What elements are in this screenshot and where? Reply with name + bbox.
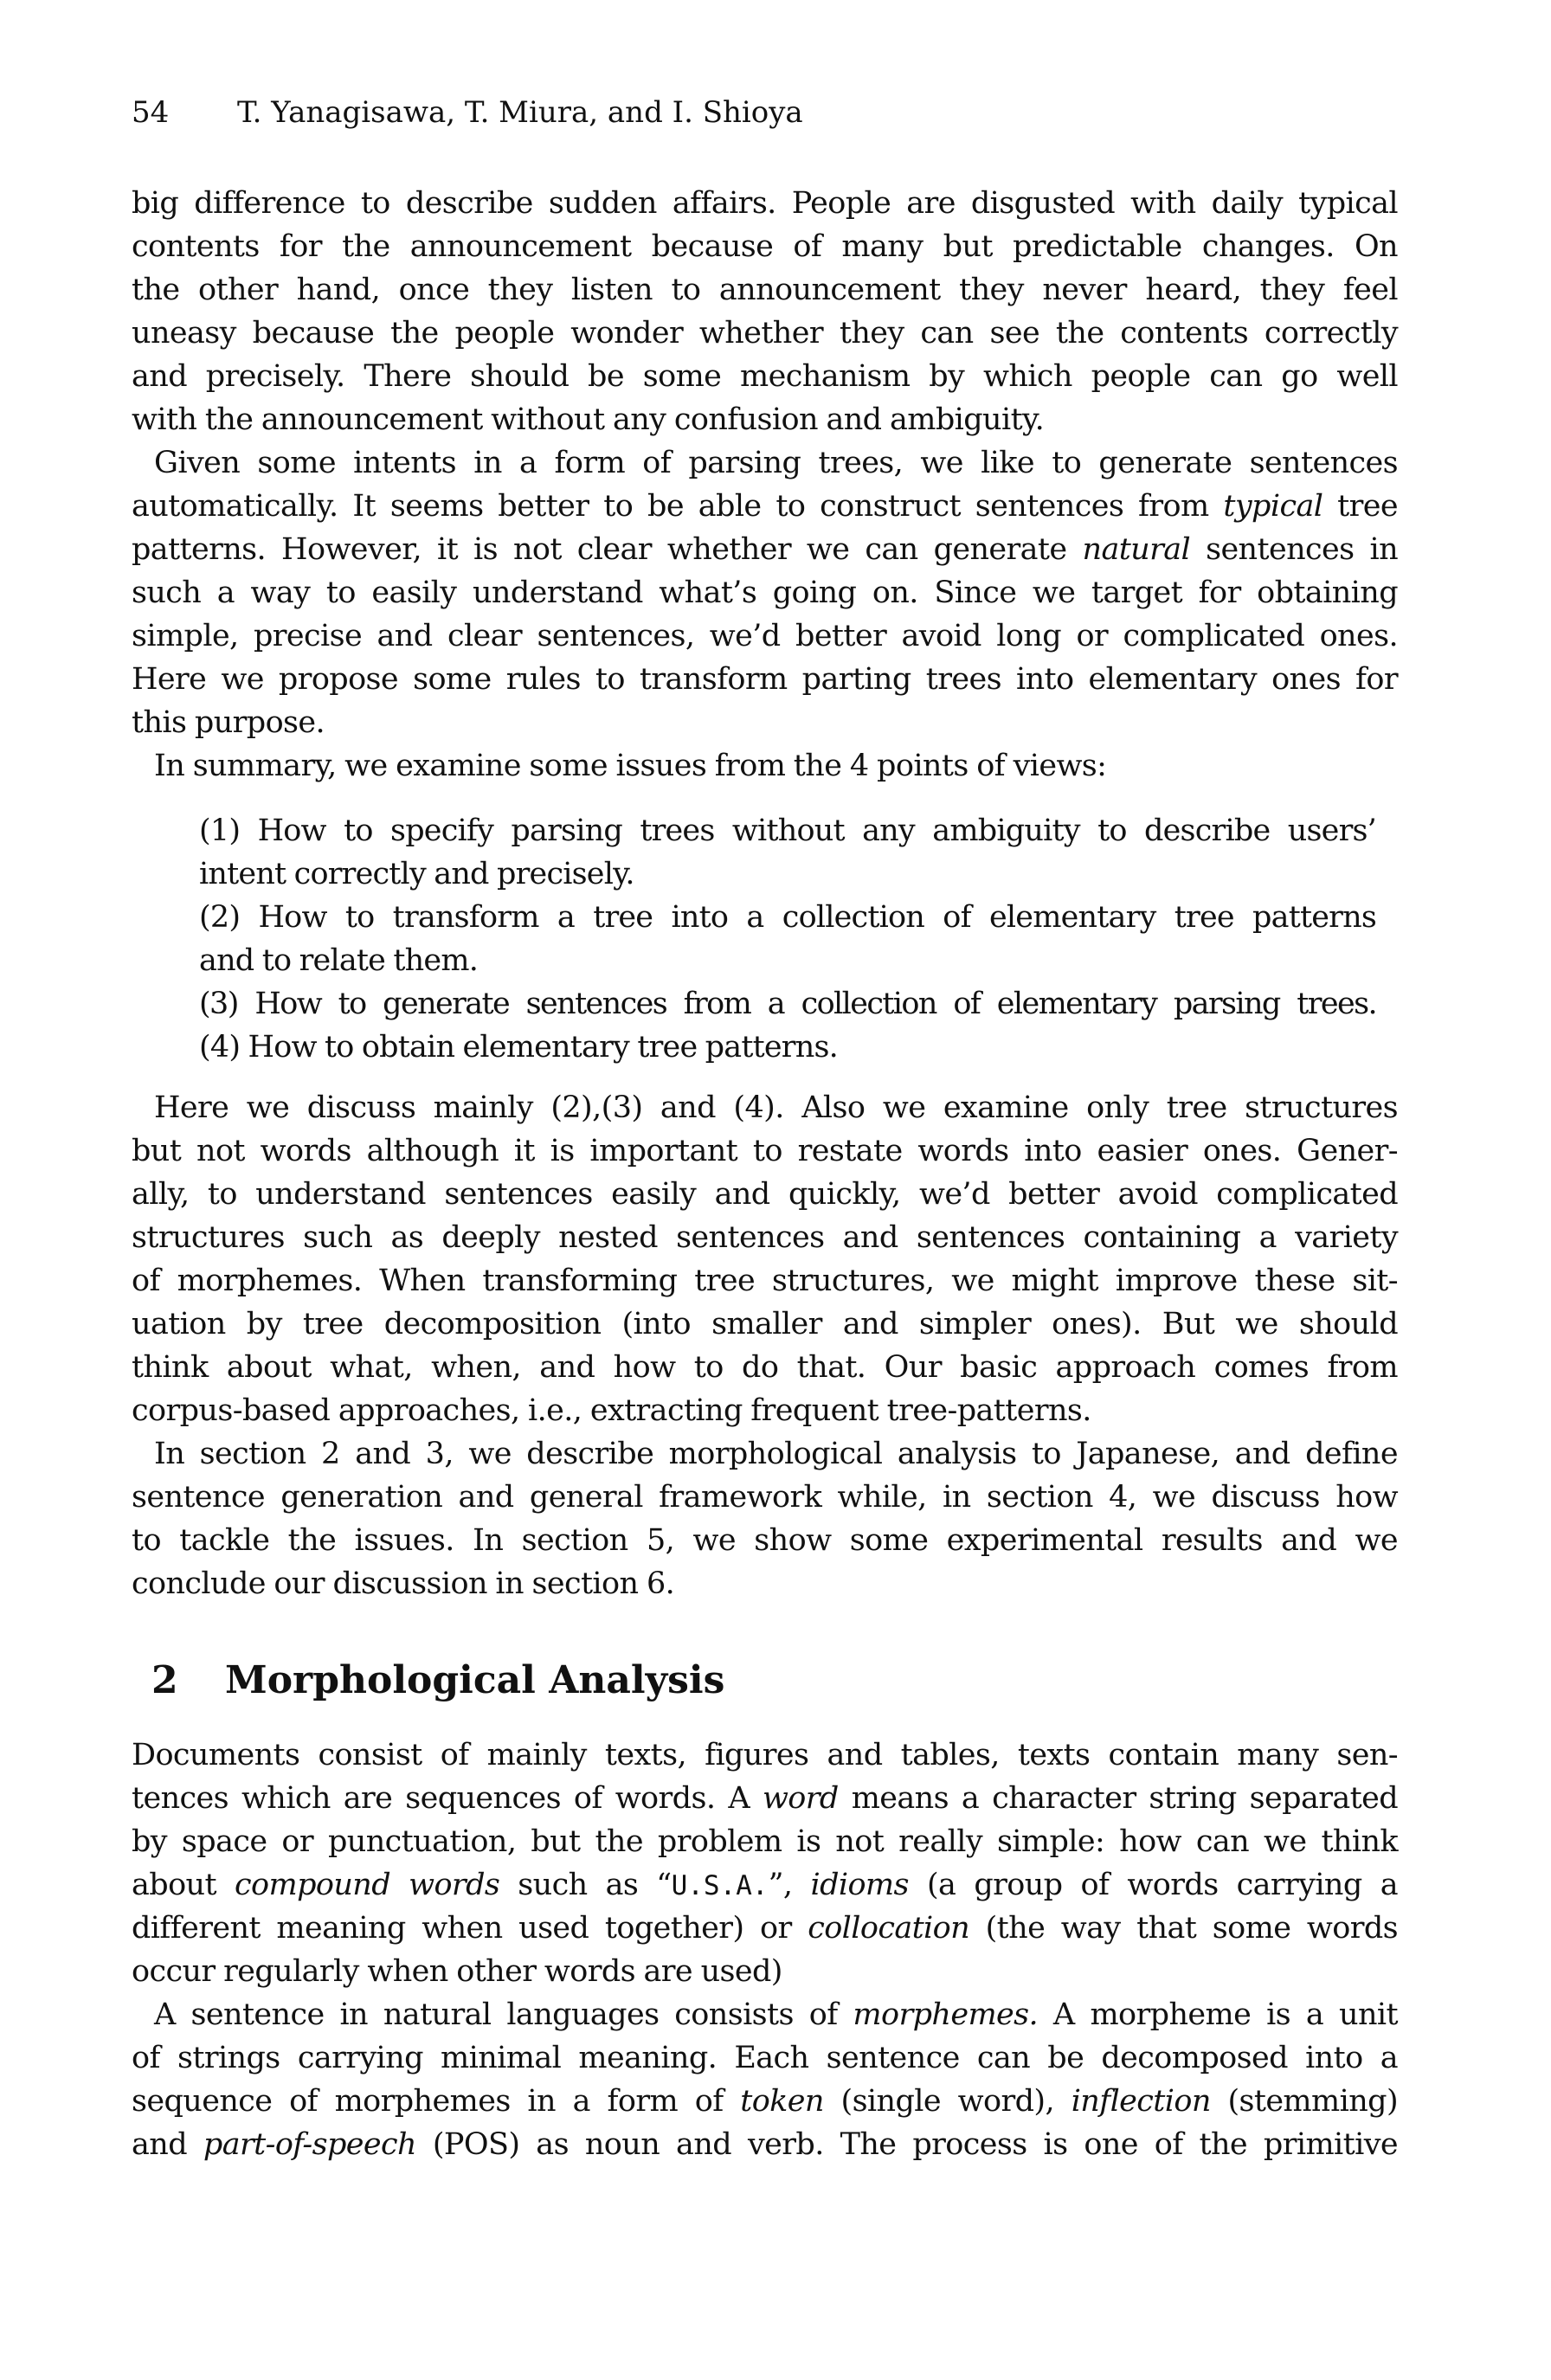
- text-line: [132, 2123, 1398, 2166]
- paragraph-3: [132, 744, 1398, 788]
- text-run: tree: [1323, 489, 1398, 524]
- running-head-authors: T. Yanagisawa, T. Miura, and I. Shioya: [237, 95, 803, 130]
- list-item-line: (3) How to generate sentences from a collection of elementary parsing trees.: [199, 987, 1376, 1021]
- text-line: [132, 1993, 1398, 2036]
- text-line: big difference to describe sudden affairs. People are disgusted with daily typical: [132, 186, 1398, 221]
- list-item: [199, 810, 1376, 897]
- text-line: [132, 1863, 1398, 1907]
- text-line: In summary, we examine some issues from the 4 points of views:: [154, 749, 1107, 783]
- code-usa: U.S.A.: [671, 1870, 769, 1901]
- list-item-line: and to relate them.: [199, 943, 479, 978]
- emphasis-collocation: collocation: [808, 1911, 970, 1946]
- text-line: uneasy because the people wonder whether they can see the contents correctly: [132, 316, 1398, 351]
- emphasis-natural: natural: [1082, 532, 1191, 567]
- text-line: of strings carrying minimal meaning. Each sentence can be decomposed into a: [132, 2041, 1398, 2075]
- text-run: automatically. It seems better to be able to construct sentences from: [132, 489, 1224, 524]
- text-line: of morphemes. When transforming tree structures, we might improve these sit-: [132, 1264, 1398, 1298]
- text-run: such as “: [499, 1868, 672, 1902]
- text-run: ”,: [768, 1868, 811, 1902]
- text-line: conclude our discussion in section 6.: [132, 1566, 675, 1601]
- text-run: and: [132, 2127, 203, 2162]
- text-run: (single word),: [823, 2084, 1072, 2119]
- issues-list: [199, 810, 1376, 1070]
- text-line: such a way to easily understand what’s going on. Since we target for obtaining: [132, 576, 1398, 610]
- text-line: [132, 1777, 1398, 1820]
- text-line: [132, 1907, 1398, 1950]
- list-item: [199, 897, 1376, 983]
- paragraph-7: [132, 1993, 1398, 2166]
- paragraph-1: [132, 182, 1398, 441]
- text-run: different meaning when used together) or: [132, 1911, 808, 1946]
- list-item-line: (4) How to obtain elementary tree patterns.: [199, 1030, 838, 1065]
- text-line: corpus-based approaches, i.e., extracting frequent tree-patterns.: [132, 1393, 1091, 1428]
- text-line: with the announcement without any confusion and ambiguity.: [132, 402, 1045, 437]
- text-line: [132, 485, 1398, 528]
- text-line: contents for the announcement because of many but predictable changes. On: [132, 229, 1398, 264]
- emphasis-token: token: [740, 2084, 824, 2119]
- emphasis-inflection: inflection: [1071, 2084, 1211, 2119]
- paragraph-5: [132, 1432, 1398, 1605]
- list-item: [199, 983, 1376, 1026]
- text-run: (stemming): [1210, 2084, 1399, 2119]
- text-line: this purpose.: [132, 705, 325, 740]
- text-run: about: [132, 1868, 235, 1902]
- text-run: sequence of morphemes in a form of: [132, 2084, 741, 2119]
- emphasis-part-of-speech: part-of-speech: [203, 2127, 416, 2162]
- text-line: ally, to understand sentences easily and quickly, we’d better avoid complicated: [132, 1177, 1398, 1212]
- text-line: [132, 528, 1398, 571]
- text-line: [132, 2080, 1398, 2123]
- emphasis-idioms: idioms: [810, 1868, 909, 1902]
- list-item-line: (2) How to transform a tree into a collection of elementary tree patterns: [199, 900, 1376, 935]
- text-line: Here we propose some rules to transform parting trees into elementary ones for: [132, 662, 1398, 697]
- text-run: means a character string separated: [838, 1781, 1398, 1816]
- text-run: patterns. However, it is not clear whether we can generate: [132, 532, 1083, 567]
- list-item-line: (1) How to specify parsing trees without any ambiguity to describe users’: [199, 814, 1376, 848]
- text-line: Here we discuss mainly (2),(3) and (4). Also we examine only tree structures: [154, 1090, 1398, 1125]
- text-line: uation by tree decomposition (into smaller and simpler ones). But we should: [132, 1307, 1398, 1341]
- paragraph-6: [132, 1734, 1398, 1993]
- text-line: to tackle the issues. In section 5, we show some experimental results and we: [132, 1523, 1398, 1558]
- text-run: A morpheme is a unit: [1038, 1997, 1398, 2032]
- text-line: by space or punctuation, but the problem is not really simple: how can we think: [132, 1824, 1398, 1859]
- text-line: the other hand, once they listen to announcement they never heard, they feel: [132, 273, 1398, 307]
- text-line: Documents consist of mainly texts, figures and tables, texts contain many sen-: [132, 1738, 1398, 1772]
- text-line: think about what, when, and how to do that. Our basic approach comes from: [132, 1350, 1398, 1385]
- text-line: Given some intents in a form of parsing trees, we like to generate sentences: [154, 446, 1398, 480]
- text-run: tences which are sequences of words. A: [132, 1781, 763, 1816]
- emphasis-word: word: [762, 1781, 839, 1816]
- emphasis-compound-words: compound words: [235, 1868, 500, 1902]
- paragraph-2: [132, 441, 1398, 744]
- text-line: and precisely. There should be some mechanism by which people can go well: [132, 359, 1398, 394]
- list-item: [199, 1026, 1376, 1070]
- text-run: A sentence in natural languages consists of: [154, 1997, 853, 2032]
- text-line: occur regularly when other words are used): [132, 1954, 782, 1989]
- emphasis-morphemes: morphemes.: [853, 1997, 1039, 2032]
- emphasis-typical: typical: [1223, 489, 1323, 524]
- list-item-line: intent correctly and precisely.: [199, 857, 634, 891]
- section-title: Morphological Analysis: [225, 1658, 725, 1702]
- text-line: simple, precise and clear sentences, we’d better avoid long or complicated ones.: [132, 619, 1398, 653]
- text-run: (a group of words carrying a: [908, 1868, 1398, 1902]
- paragraph-4: [132, 1086, 1398, 1432]
- text-line: sentence generation and general framework while, in section 4, we discuss how: [132, 1480, 1398, 1515]
- text-run: sentences in: [1190, 532, 1399, 567]
- text-run: (POS) as noun and verb. The process is one of the primitive: [415, 2127, 1398, 2162]
- section-number: 2: [151, 1658, 178, 1702]
- text-line: structures such as deeply nested sentences and sentences containing a variety: [132, 1220, 1398, 1255]
- page-number: 54: [132, 95, 170, 130]
- text-run: (the way that some words: [969, 1911, 1398, 1946]
- text-line: In section 2 and 3, we describe morphological analysis to Japanese, and define: [154, 1437, 1398, 1471]
- text-line: but not words although it is important to restate words into easier ones. Gener-: [132, 1134, 1398, 1168]
